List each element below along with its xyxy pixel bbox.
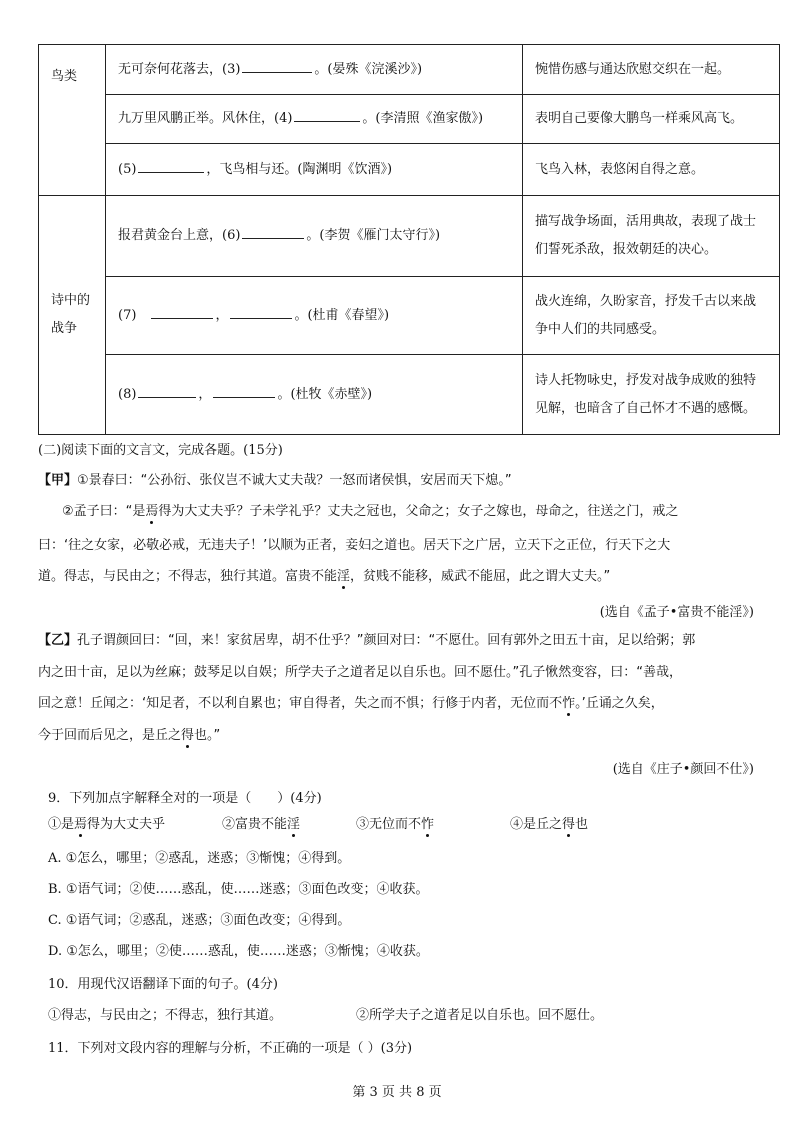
poem-cell	[106, 355, 523, 435]
passage-line: 回之意！丘闻之：‘知足者，不以利自累也；审自得者，失之而不惧；行修于内者，无位而不怍。’丘诵之久矣，	[38, 696, 664, 711]
page-footer: 第 3 页 共 8 页	[352, 1085, 442, 1100]
option-c[interactable]: C. ①语气词；②惑乱，迷惑；③面色改变；④得到。	[48, 913, 351, 928]
source-citation: (选自《庄子•颜回不仕》)	[612, 762, 754, 777]
option-d[interactable]: D. ①怎么，哪里；②使……惑乱，使……迷惑；③惭愧；④收获。	[48, 944, 429, 959]
poem-cell	[106, 196, 523, 277]
poem-source: 。(杜牧《赤壁》)	[277, 386, 373, 402]
note-cell: 惋惜伤感与通达欣慰交织在一起。	[523, 45, 780, 95]
note-cell: 表明自己要像大鹏鸟一样乘风高飞。	[523, 95, 780, 144]
q9-item: ③无位而不怍	[356, 817, 435, 832]
question-10-stem: 10．用现代汉语翻译下面的句子。(4分)	[48, 977, 278, 992]
category-cell: 诗中的战争	[39, 196, 106, 435]
poem-text: (8)	[118, 386, 137, 402]
poem-text: 报君黄金台上意，(6)	[118, 228, 241, 243]
note-cell: 战火连绵，久盼家音，抒发千古以来战争中人们的共同感受。	[523, 277, 780, 355]
poem-cell	[106, 277, 523, 355]
dotted-char: 怍	[421, 817, 435, 832]
dotted-char: 淫	[337, 569, 351, 584]
dotted-char: 淫	[287, 817, 301, 832]
table-row	[39, 355, 780, 435]
q10-sentence-1: ①得志，与民由之；不得志，独行其道。	[48, 1008, 283, 1023]
dotted-char: 焉	[145, 504, 159, 519]
option-b[interactable]: B. ①语气词；②使……惑乱，使……迷惑；③面色改变；④收获。	[48, 882, 429, 897]
option-a[interactable]: A. ①怎么，哪里；②惑乱，迷惑；③惭愧；④得到。	[48, 851, 351, 866]
dotted-char: 得	[562, 817, 576, 832]
poem-text: ，	[198, 386, 212, 402]
poem-cell	[106, 45, 523, 95]
poem-text: (5)	[118, 161, 137, 177]
poem-text: ，	[215, 307, 229, 323]
fill-blank[interactable]	[294, 107, 360, 122]
poem-source: 。(李清照《渔家傲》)	[362, 111, 484, 126]
dotted-char: 得	[181, 728, 195, 743]
table-row	[39, 196, 780, 277]
table-row	[39, 95, 780, 144]
poem-text: 无可奈何花落去，(3)	[118, 61, 241, 77]
passage-line: 曰：‘往之女家，必敬必戒，无违夫子！’以顺为正者，妾妇之道也。居天下之广居，立天下之正位，行天下之大	[38, 538, 671, 553]
poem-text: (7)	[118, 307, 137, 323]
fill-blank[interactable]	[242, 58, 312, 73]
poem-text: 九万里风鹏正举。风休住，(4)	[118, 111, 293, 126]
passage-line: ②孟子曰：“是焉得为大丈夫乎？子未学礼乎？丈夫之冠也，父命之；女子之嫁也，母命之，往送之门，戒之	[62, 504, 679, 519]
question-9-stem: 9．下列加点字解释全对的一项是（ ）(4分)	[48, 791, 322, 806]
poem-source: 。(李贺《雁门太守行》)	[306, 228, 441, 243]
passage-line: 道。得志，与民由之；不得志，独行其道。富贵不能淫，贫贱不能移，威武不能屈，此之谓大丈夫。”	[38, 569, 611, 584]
table-row	[39, 45, 780, 95]
fill-blank[interactable]	[213, 383, 275, 398]
poem-cell	[106, 95, 523, 144]
note-cell: 诗人托物咏史，抒发对战争成败的独特见解，也暗含了自己怀才不遇的感慨。	[523, 355, 780, 435]
passage-line: 内之田十亩，足以为丝麻；鼓琴足以自娱；所学夫子之道者足以自乐也。回不愿仕。”孔子愀然变容，曰：“善哉，	[38, 665, 682, 680]
table-row	[39, 277, 780, 355]
q10-sentence-2: ②所学夫子之道者足以自乐也。回不愿仕。	[356, 1008, 604, 1023]
yi-label: 【乙】	[38, 633, 78, 648]
passage-text: ①景春曰：“公孙衍、张仪岂不诚大丈夫哉？一怒而诸侯惧，安居而天下熄。”	[77, 473, 512, 488]
q9-item: ④是丘之得也	[510, 817, 589, 832]
poem-source: 。(晏殊《浣溪沙》)	[314, 61, 423, 77]
passage-line: 今于回而后见之，是丘之得也。”	[38, 728, 221, 743]
question-11-stem: 11．下列对文段内容的理解与分析，不正确的一项是（ ）(3分)	[48, 1041, 413, 1056]
category-cell: 鸟类	[39, 45, 106, 196]
poem-cell	[106, 144, 523, 196]
source-citation: (选自《孟子•富贵不能淫》)	[599, 605, 754, 620]
fill-blank[interactable]	[151, 304, 213, 319]
fill-blank[interactable]	[242, 224, 304, 239]
fill-blank[interactable]	[230, 304, 292, 319]
q9-item: ①是焉得为大丈夫乎	[48, 817, 166, 832]
passage-text: 孔子谓颜回曰：“回，来！家贫居卑，胡不仕乎？”颜回对曰：“不愿仕。回有郭外之田五十亩，足以给粥；郭	[77, 633, 696, 648]
jia-paragraph	[38, 472, 512, 490]
poetry-table	[38, 44, 780, 435]
note-cell: 飞鸟入林，表悠闲自得之意。	[523, 144, 780, 196]
table-row	[39, 144, 780, 196]
dotted-char: 焉	[74, 817, 88, 832]
fill-blank[interactable]	[138, 158, 204, 173]
dotted-char: 怍	[562, 696, 576, 711]
fill-blank[interactable]	[138, 383, 196, 398]
yi-paragraph	[38, 632, 695, 650]
poem-source: ，飞鸟相与还。(陶渊明《饮酒》)	[206, 161, 393, 177]
section-title: (二)阅读下面的文言文，完成各题。(15分)	[38, 443, 283, 458]
poem-source: 。(杜甫《春望》)	[294, 307, 390, 323]
q9-item: ②富贵不能淫	[222, 817, 301, 832]
note-cell: 描写战争场面，活用典故，表现了战士们誓死杀敌，报效朝廷的决心。	[523, 196, 780, 277]
jia-label: 【甲】	[38, 473, 78, 488]
